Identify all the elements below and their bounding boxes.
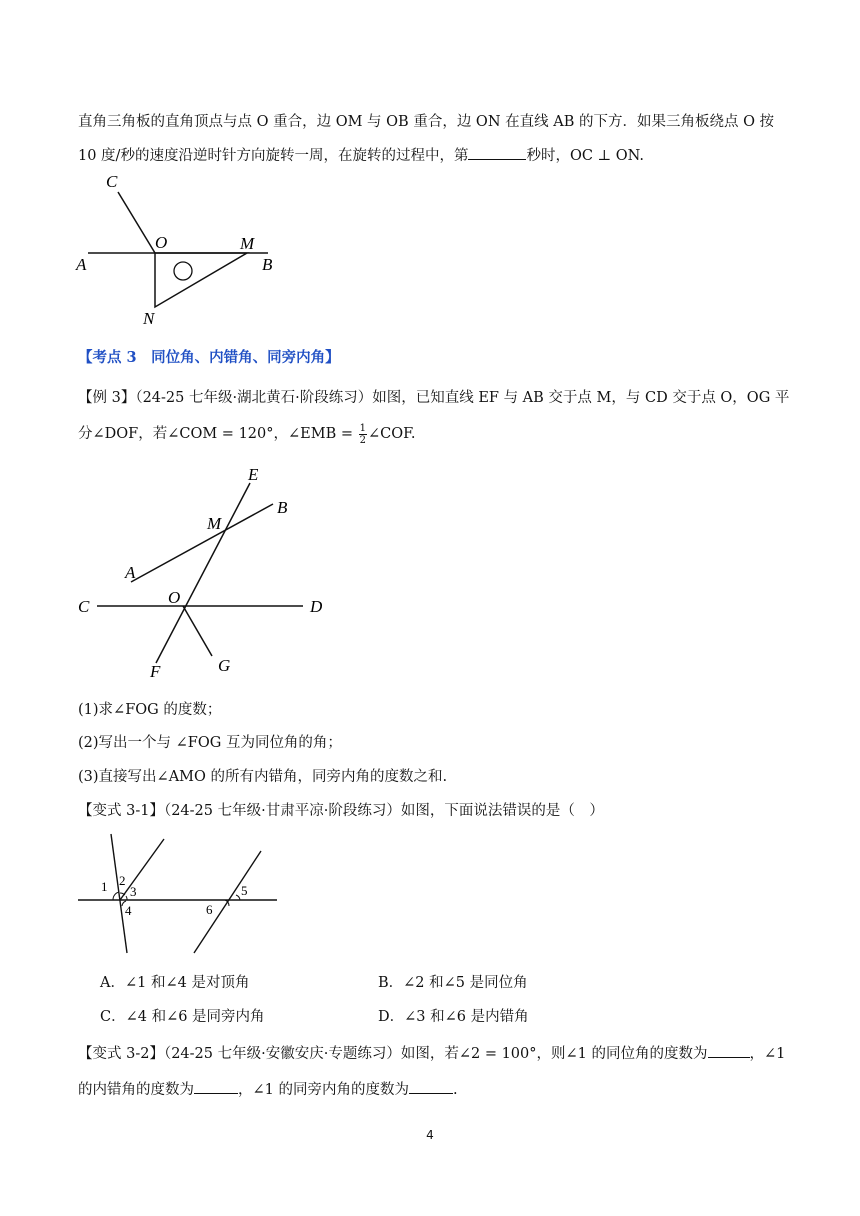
label-N: N — [143, 309, 155, 328]
variant32-line-1a: 【变式 3-2】（24-25 七年级·安徽安庆·专题练习）如图，若∠2 = 100°，则∠1 的同位角的度数为 — [78, 1046, 708, 1062]
label-O: O — [168, 588, 181, 607]
intro-line-2b: 秒时，OC ⊥ ON. — [526, 148, 645, 164]
option-a[interactable]: A．∠1 和∠4 是对顶角 — [100, 975, 250, 991]
figure-angle-pairs — [70, 832, 290, 957]
variant31-text: 【变式 3-1】（24-25 七年级·甘肃平凉·阶段练习）如图，下面说法错误的是（ ） — [78, 803, 604, 819]
fraction-one-half — [359, 423, 367, 446]
label-A: A — [76, 255, 87, 274]
label-E: E — [248, 465, 259, 484]
label-B: B — [262, 255, 273, 274]
example3-line-2a: 分∠DOF，若∠COM = 120°，∠EMB = — [78, 426, 353, 442]
option-b[interactable]: B．∠2 和∠5 是同位角 — [378, 975, 528, 991]
figure-intersecting-lines — [70, 460, 340, 682]
option-c[interactable]: C．∠4 和∠6 是同旁内角 — [100, 1009, 265, 1025]
answer-blank-2[interactable] — [194, 1079, 238, 1094]
variant32-line-2b: ，∠1 的同旁内角的度数为 — [238, 1082, 409, 1098]
variant32-line-2c: . — [452, 1082, 458, 1098]
intro-line-1: 直角三角板的直角顶点与点 O 重合，边 OM 与 OB 重合，边 ON 在直线 AB 的下方．如果三角板绕点 O 按 — [78, 114, 775, 130]
label-A: A — [125, 563, 136, 582]
answer-blank-1[interactable] — [708, 1043, 750, 1058]
option-d[interactable]: D．∠3 和∠6 是内错角 — [378, 1009, 529, 1025]
variant32-line-1 — [78, 1042, 785, 1063]
angle-label-3: 3 — [130, 884, 137, 899]
question-1: (1)求∠FOG 的度数； — [78, 702, 222, 718]
label-M: M — [240, 234, 255, 253]
example3-line-2b: ∠COF. — [367, 426, 416, 442]
label-B: B — [277, 498, 288, 517]
answer-blank[interactable] — [468, 145, 526, 160]
page-number: 4 — [426, 1128, 434, 1142]
label-O: O — [155, 233, 168, 252]
variant32-line-1b: ，∠1 — [749, 1046, 786, 1062]
fraction-denominator: 2 — [359, 434, 366, 446]
example3-line-2 — [78, 422, 416, 446]
angle-label-4: 4 — [125, 903, 132, 918]
angle-label-6: 6 — [206, 902, 213, 917]
angle-label-2: 2 — [119, 873, 126, 888]
question-3: (3)直接写出∠AMO 的所有内错角，同旁内角的度数之和. — [78, 769, 448, 785]
intro-line-2 — [78, 144, 644, 165]
variant32-line-2 — [78, 1078, 458, 1099]
section-heading: 【考点 3 同位角、内错角、同旁内角】 — [78, 349, 340, 366]
label-F: F — [150, 662, 161, 681]
label-D: D — [310, 597, 323, 616]
fraction-numerator: 1 — [359, 422, 366, 434]
answer-blank-3[interactable] — [409, 1079, 453, 1094]
example3-line-1: 【例 3】（24-25 七年级·湖北黄石·阶段练习）如图，已知直线 EF 与 AB 交于点 M，与 CD 交于点 O，OG 平 — [78, 390, 790, 406]
label-C: C — [78, 597, 90, 616]
intro-line-2a: 10 度/秒的速度沿逆时针方向旋转一周，在旋转的过程中，第 — [78, 148, 469, 164]
angle-label-1: 1 — [101, 879, 108, 894]
question-2: (2)写出一个与 ∠FOG 互为同位角的角； — [78, 735, 342, 751]
label-G: G — [218, 656, 231, 675]
label-M: M — [207, 514, 222, 533]
variant32-line-2a: 的内错角的度数为 — [78, 1082, 194, 1098]
figure-triangle-board — [70, 170, 290, 335]
angle-label-5: 5 — [241, 883, 248, 898]
label-C: C — [106, 172, 118, 191]
